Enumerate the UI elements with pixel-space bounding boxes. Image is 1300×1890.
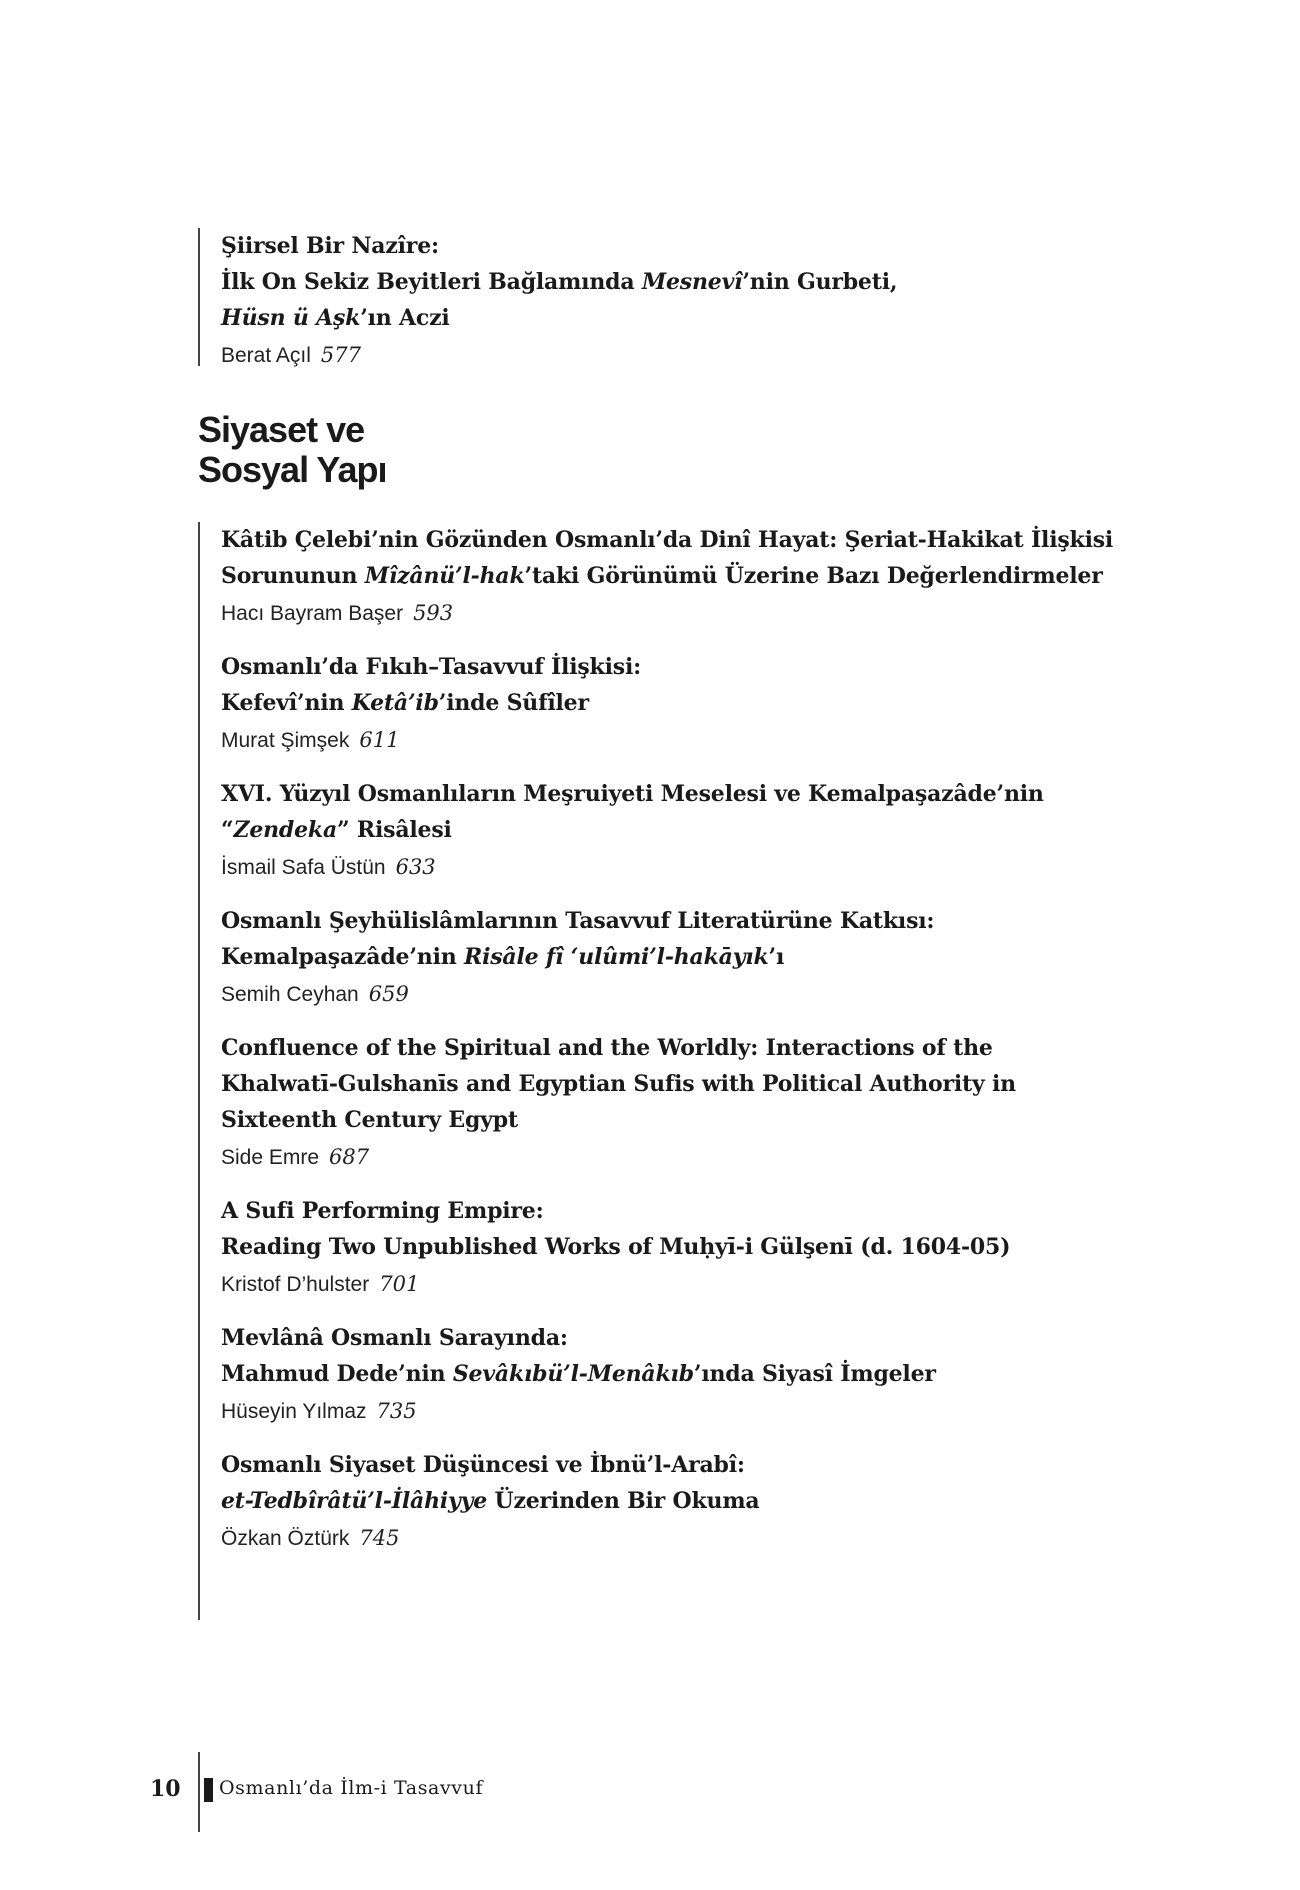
entry-author: Hacı Bayram Başer <box>221 602 404 625</box>
entry-title: Mevlânâ Osmanlı Sarayında: Mahmud Dede’nin Sevâkıbü’l-Menâkıb’ında Siyasî İmgeler <box>221 1325 936 1387</box>
entry-title: A Sufi Performing Empire: Reading Two Unpublished Works of Muḥyī-i Gülşenī (d. 1604-05) <box>221 1198 1011 1260</box>
entry-page-number: 611 <box>359 728 400 752</box>
entry-title: Osmanlı Siyaset Düşüncesi ve İbnü’l-Arabî: et-Tedbîrâtü’l-İlâhiyye Üzerinden Bir Okuma <box>221 1452 760 1514</box>
entry-byline <box>221 852 1113 883</box>
entry-page-number: 593 <box>413 601 454 625</box>
toc-entry[interactable] <box>200 1320 1113 1427</box>
entry-page-number: 633 <box>395 855 436 879</box>
entry-byline <box>221 1396 1113 1427</box>
entry-page-number: 687 <box>329 1145 370 1169</box>
entry-byline <box>221 340 897 371</box>
toc-entry[interactable] <box>200 776 1113 883</box>
entry-title: Osmanlı Şeyhülislâmlarının Tasavvuf Literatürüne Katkısı: Kemalpaşazâde’nin Risâle fî ‘ulûmi’l-hakāyık’ı <box>221 908 935 970</box>
entry-title: Confluence of the Spiritual and the Worldly: Interactions of the Khalwatī-Gulshanīs and Egyptian Sufis with Political Authority in Sixteenth Century Egypt <box>221 1035 1016 1133</box>
footer-marker <box>204 1778 213 1802</box>
footer-book-title: Osmanlı’da İlm-i Tasavvuf <box>219 1777 484 1799</box>
entry-title: XVI. Yüzyıl Osmanlıların Meşruiyeti Meselesi ve Kemalpaşazâde’nin “Zendeka” Risâlesi <box>221 781 1044 843</box>
toc-entry[interactable] <box>200 522 1113 629</box>
entry-byline <box>221 1523 1113 1554</box>
entry-page-number: 577 <box>320 343 361 367</box>
entry-byline <box>221 1269 1113 1300</box>
section-heading: Siyaset ve Sosyal Yapı <box>198 409 387 490</box>
toc-entry[interactable] <box>200 649 1113 756</box>
toc-entry[interactable] <box>200 228 897 371</box>
entry-page-number: 659 <box>368 982 409 1006</box>
entry-title: Kâtib Çelebi’nin Gözünden Osmanlı’da Dinî Hayat: Şeriat-Hakikat İlişkisi Sorununun Mîzânü’l-hak’taki Görünümü Üzerine Bazı Değerlendirmeler <box>221 527 1114 589</box>
entry-page-number: 701 <box>379 1272 420 1296</box>
entry-author: Özkan Öztürk <box>221 1527 350 1550</box>
toc-entry[interactable] <box>200 1193 1113 1300</box>
entry-page-number: 745 <box>359 1526 400 1550</box>
entry-author: Murat Şimşek <box>221 729 350 752</box>
entry-author: Berat Açıl <box>221 344 311 367</box>
entry-author: İsmail Safa Üstün <box>221 856 386 879</box>
entry-page-number: 735 <box>376 1399 417 1423</box>
entry-author: Kristof D’hulster <box>221 1273 370 1296</box>
entry-group-section <box>198 522 1113 1620</box>
toc-entry[interactable] <box>200 1030 1113 1173</box>
entry-author: Semih Ceyhan <box>221 983 359 1006</box>
footer-rule <box>198 1752 200 1832</box>
entry-title: Osmanlı’da Fıkıh–Tasavvuf İlişkisi: Kefevî’nin Ketâ’ib’inde Sûfîler <box>221 654 642 716</box>
entry-byline <box>221 979 1113 1010</box>
footer-page-number: 10 <box>150 1776 181 1802</box>
entry-author: Hüseyin Yılmaz <box>221 1400 367 1423</box>
entry-byline <box>221 725 1113 756</box>
entry-author: Side Emre <box>221 1146 320 1169</box>
entry-group-top <box>198 228 897 366</box>
entry-byline <box>221 598 1113 629</box>
entry-byline <box>221 1142 1113 1173</box>
toc-entry[interactable] <box>200 903 1113 1010</box>
entry-title: Şiirsel Bir Nazîre: İlk On Sekiz Beyitleri Bağlamında Mesnevî’nin Gurbeti, Hüsn ü Aşk’ın Aczi <box>221 233 898 331</box>
toc-entry[interactable] <box>200 1447 1113 1554</box>
